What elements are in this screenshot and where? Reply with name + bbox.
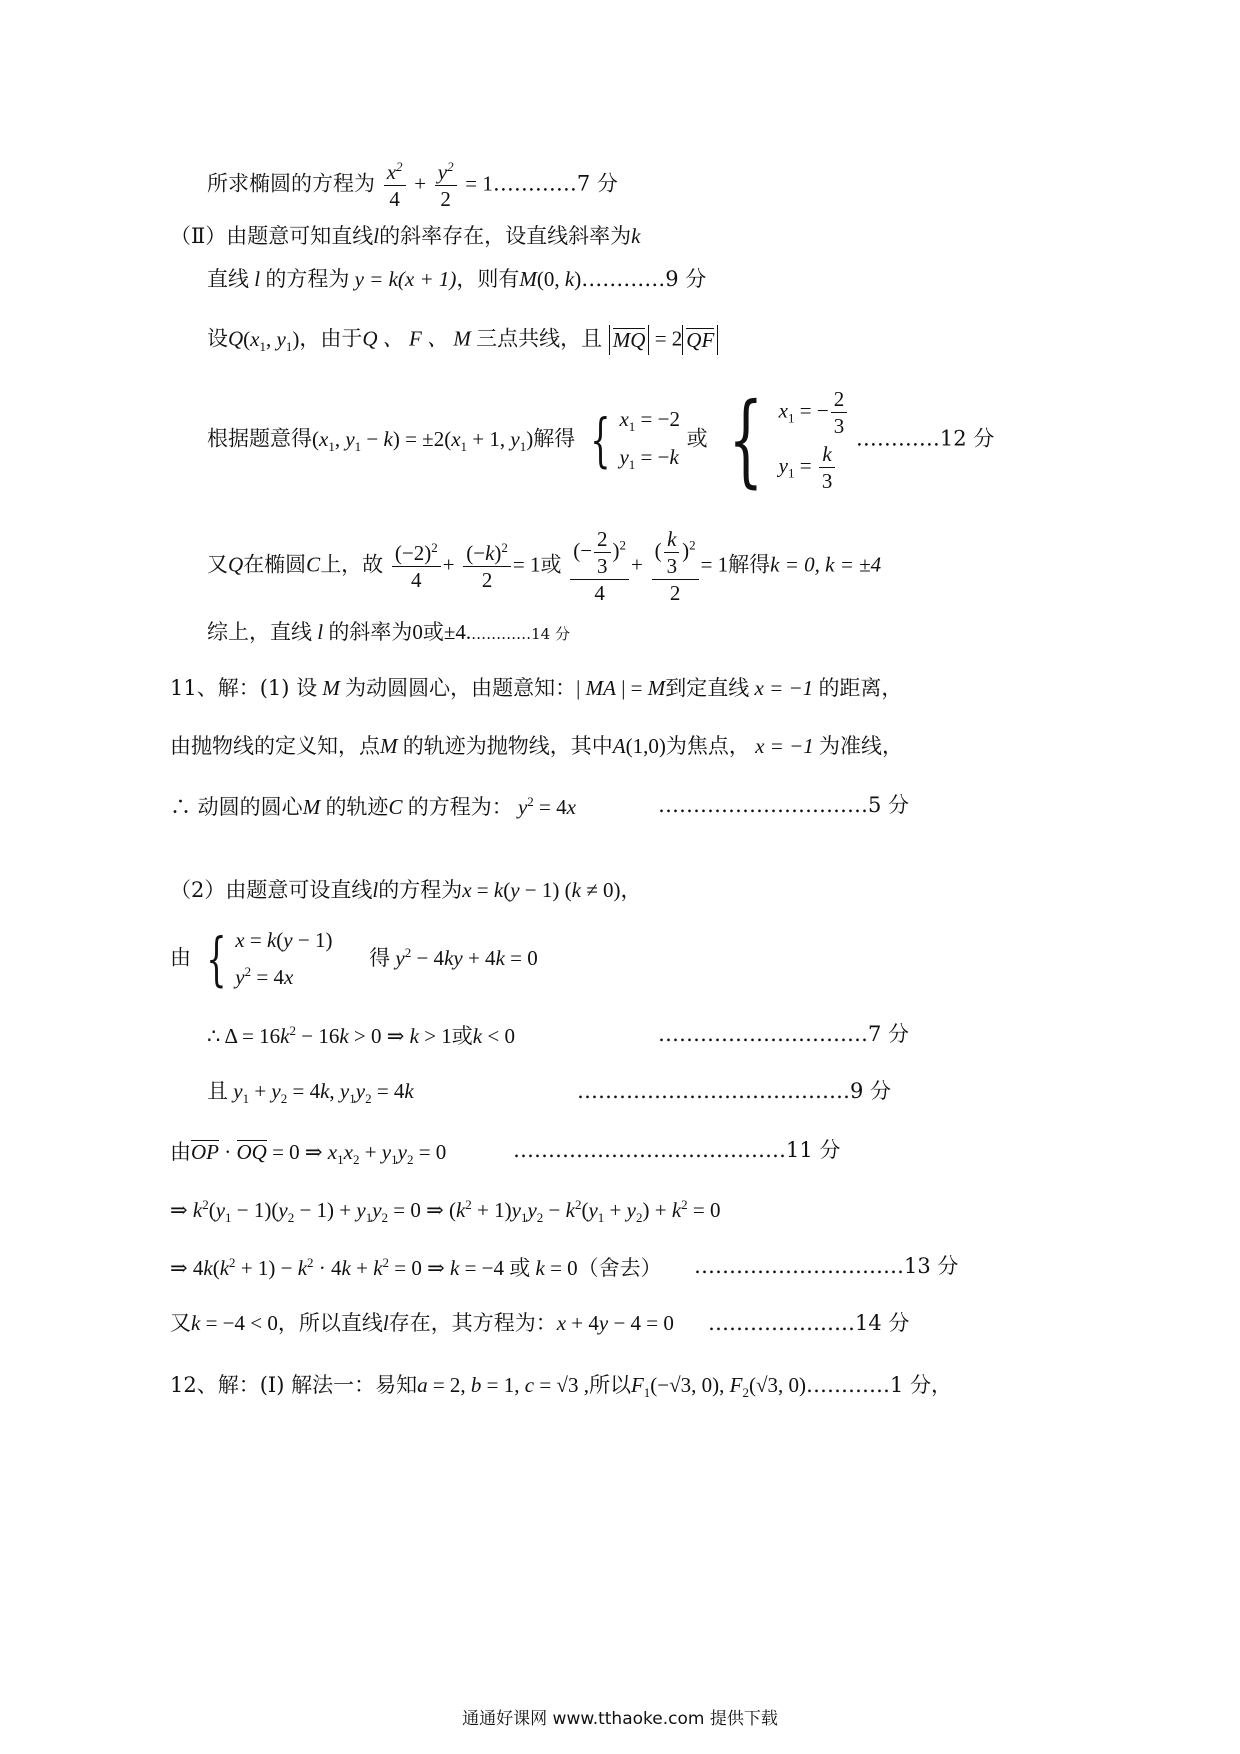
fraction: $\frac{x^2}{4}$ [384, 160, 406, 210]
text: （Ⅱ）由题意可知直线 [170, 224, 374, 248]
score: …………………………7 分 [658, 1022, 910, 1046]
text: 三点共线，且 [476, 326, 603, 351]
text: 解得 [533, 426, 576, 451]
text-line: 且 $y_1 + y_2 = 4k$, $y_1y_2 = 4k$ …………………………………9 分 [207, 1079, 892, 1107]
fraction: $\frac{y^2}{2}$ [435, 160, 457, 210]
text: 又 [207, 552, 228, 577]
equation-line: ⇒ $k^2(y_1 - 1)(y_2 - 1) + y_1y_2 = 0$ ⇒ $(k^2 + 1)y_1y_2 - k^2(y_1 + y_2) + k^2 = 0$ [170, 1197, 721, 1226]
abs-vector: QF [682, 325, 718, 355]
equation-system: $x_1$ = − $\frac{2}{3}$ $y_1$ = $\frac{k}{3}$ [779, 388, 850, 492]
score: …………14 分 [471, 625, 570, 643]
equation-line-ellipse: 所求椭圆的方程为 $\frac{x^2}{4}$ + $\frac{y^2}{2}$ = 1…………7 分 [207, 159, 618, 212]
fraction: $\frac{(-k)^2}{2}$ [463, 541, 511, 591]
text-line: 由OP · OQ = 0 ⇒ $x_1x_2 + y_1y_2 = 0$ …………………………………11 分 [170, 1138, 841, 1168]
text: ，所以直线 [277, 1311, 383, 1335]
text: ，由于 [299, 326, 363, 351]
score: …………………14 分 [708, 1311, 910, 1335]
text-line: ∴ $\Delta = 16k^2 - 16k > 0$ ⇒ k > 1或k < 0 …………………………7 分 [207, 1022, 910, 1048]
brace: { [590, 406, 611, 475]
text-line: 又Q在椭圆C上，故 $\frac{(-2)^2}{4}$ + $\frac{(-k)^2}{2}$ = 1或 (− $\frac{2}{3}$ )$^2$ 4 + ( $\frac{k}{3}$ )$^2$ 2 = 1解得k = 0, k = ±4 [207, 527, 882, 606]
text: 为动圆圆心，由题意知： [345, 676, 577, 700]
equation-line: ⇒ $4k(k^2 + 1) - k^2 \cdot 4k + k^2 = 0$ ⇒ k = −4 或 k = 0（舍去） …………………………13 分 [170, 1254, 959, 1280]
text: ，则有 [456, 267, 520, 291]
score: …………9 分 [581, 267, 707, 291]
text: 为焦点， [665, 734, 750, 758]
brace: { [728, 381, 764, 499]
text: 11、解：(1) 设 [170, 676, 318, 700]
text: 为准线， [819, 734, 903, 758]
text-line: 11、解：(1) 设 M 为动圆圆心，由题意知：| MA | = M到定直线 x = −1 的距离， [170, 676, 903, 700]
fraction: (− $\frac{2}{3}$ )$^2$ 4 [570, 528, 629, 604]
text: 综上，直线 [207, 620, 312, 644]
text: 的轨迹 [325, 795, 389, 819]
score: …………………………5 分 [658, 793, 910, 817]
text-line: 直线 l 的方程为 y = k(x + 1)，则有M(0, k)…………9 分 [207, 267, 707, 291]
score: …………………………………11 分 [513, 1138, 841, 1162]
fraction: ( $\frac{k}{3}$ )$^2$ 2 [652, 528, 699, 604]
text: 的方程为 [378, 878, 463, 902]
text: 又 [170, 1311, 191, 1335]
text: 的方程为 [265, 267, 350, 291]
text-line: 又k = −4 < 0，所以直线l存在，其方程为：x + 4y − 4 = 0 …………………14 分 [170, 1311, 910, 1335]
text: ∴ 动圆的圆心 [170, 795, 303, 819]
text: 的距离， [818, 676, 903, 700]
text: 到定直线 [665, 676, 750, 700]
text: 或 [422, 620, 444, 644]
text: 所求椭圆的方程为 [207, 171, 375, 196]
text-line: 由 { x = k(y − 1) $y^2 = 4x$ 得 $y^2 - 4ky + 4k = 0$ [170, 925, 538, 993]
brace: { [205, 925, 227, 993]
text: 12、解：(Ⅰ) 解法一：易知 [170, 1373, 418, 1397]
text: 的方程为： [407, 795, 513, 819]
score: …………………………13 分 [694, 1254, 959, 1278]
text-line: 根据题意得($x_1$, $y_1 - k) = \pm 2(x_1 + 1$, $y_1$)解得 { $x_1 = -2$ $y_1 = -k$ 或 { $x_1$ = − $\frac{2}{3}$ $y_1$ = $\frac{k}{3}$ …………12 分 [207, 381, 995, 499]
text-line: 由抛物线的定义知，点M 的轨迹为抛物线，其中A(1,0)为焦点， x = −1 为准线， [170, 734, 903, 758]
text-line: 综上，直线 l 的斜率为0或±4.…………14 分 [207, 620, 570, 644]
text: 的斜率存在，设直线斜率为 [379, 224, 632, 248]
text: （舍去） [577, 1256, 662, 1280]
score: …………1 分， [806, 1373, 953, 1397]
score: …………7 分 [492, 171, 618, 196]
text: 解得 [728, 552, 771, 577]
text: 得 [369, 945, 391, 970]
text: 的斜率为 [328, 620, 413, 644]
text: （2）由题意可设直线 [170, 878, 373, 902]
text: 设 [207, 326, 228, 351]
text: 或 [509, 1256, 531, 1280]
fraction: $\frac{(-2)^2}{4}$ [392, 541, 441, 591]
text: 由抛物线的定义知，点 [170, 734, 380, 758]
text: ， [620, 878, 642, 902]
text: 由 [170, 1140, 191, 1164]
score: …………………………………9 分 [577, 1079, 892, 1103]
text: 或 [686, 426, 708, 451]
text: 或 [451, 1024, 473, 1048]
text-line: （2）由题意可设直线l的方程为x = k(y − 1) (k ≠ 0)， [170, 878, 642, 902]
equation-system: x = k(y − 1) $y^2 = 4x$ [235, 928, 333, 989]
score: …………12 分 [855, 426, 995, 451]
text: 直线 [207, 267, 249, 291]
footer: 通通好课网 www.tthaoke.com 提供下载 [462, 1709, 778, 1729]
equation-system: $x_1 = -2$ $y_1 = -k$ [619, 406, 680, 473]
text-line: （Ⅱ）由题意可知直线l的斜率存在，设直线斜率为k [170, 224, 641, 248]
text: 的轨迹为抛物线，其中 [402, 734, 613, 758]
text-line: 12、解：(Ⅰ) 解法一：易知a = 2, b = 1, c = √3 ,所以$F_1(-√3$, 0), $F_2(√3$, 0)…………1 分， [170, 1373, 953, 1401]
text: 上，故 [320, 552, 384, 577]
text: 根据题意得 [207, 426, 312, 451]
text: 在椭圆 [243, 552, 307, 577]
text: 由 [170, 945, 191, 970]
abs-vector: MQ [609, 325, 650, 355]
text-line: 设$Q(x_1$, $y_1$)，由于Q 、 F 、 M 三点共线，且 MQ = 2 QF [207, 325, 718, 355]
text: 且 [207, 1079, 228, 1103]
text: 所以 [588, 1373, 631, 1397]
text: 或 [540, 552, 562, 577]
text: 存在，其方程为： [388, 1311, 557, 1335]
text-line: ∴ 动圆的圆心M 的轨迹C 的方程为： $y^2 = 4x$ …………………………5 分 [170, 793, 910, 819]
